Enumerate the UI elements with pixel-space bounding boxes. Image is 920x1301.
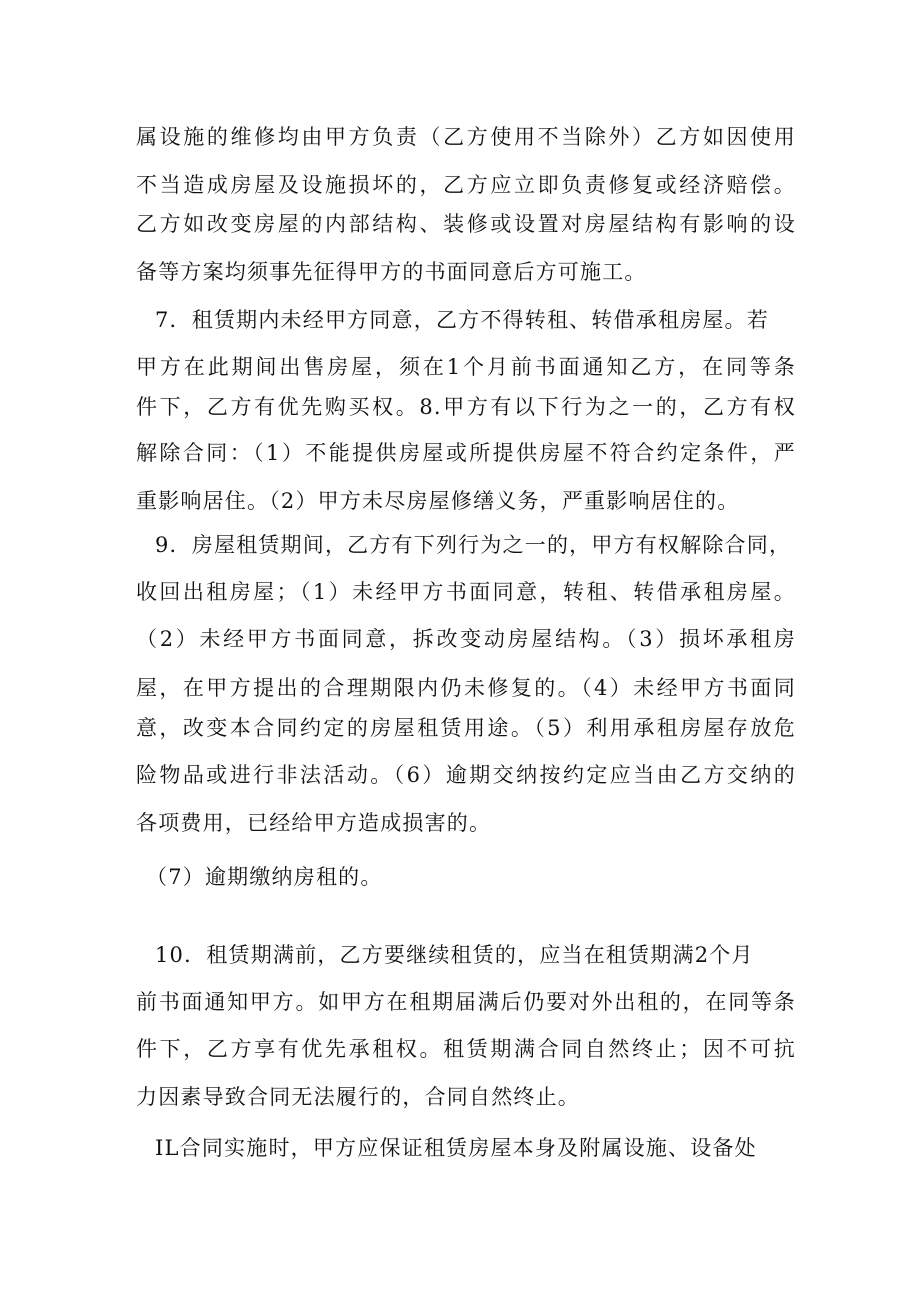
paragraph-line: 9．房屋租赁期间，乙方有下列行为之一的，甲方有权解除合同， bbox=[155, 533, 792, 557]
paragraph-line: 意，改变本合同约定的房屋租赁用途。（5）利用承租房屋存放危 bbox=[136, 716, 796, 740]
paragraph-line: 不当造成房屋及设施损坏的，乙方应立即负责修复或经济赔偿。 bbox=[136, 173, 796, 197]
paragraph-line: 件下，乙方有优先购买权。8.甲方有以下行为之一的，乙方有权 bbox=[136, 395, 796, 419]
paragraph-line: 前书面通知甲方。如甲方在租期届满后仍要对外出租的，在同等条 bbox=[136, 990, 796, 1014]
paragraph-line: IL合同实施时，甲方应保证租赁房屋本身及附属设施、设备处 bbox=[155, 1136, 757, 1160]
paragraph-line: 属设施的维修均由甲方负责（乙方使用不当除外）乙方如因使用 bbox=[136, 125, 796, 149]
paragraph-line: 10．租赁期满前，乙方要继续租赁的，应当在租赁期满2个月 bbox=[155, 943, 754, 967]
paragraph-line: 各项费用，已经给甲方造成损害的。 bbox=[136, 811, 492, 835]
paragraph-line: 乙方如改变房屋的内部结构、装修或设置对房屋结构有影响的设 bbox=[136, 212, 796, 236]
paragraph-line: 件下，乙方享有优先承租权。租赁期满合同自然终止；因不可抗 bbox=[136, 1037, 796, 1061]
paragraph-line: 7．租赁期内未经甲方同意，乙方不得转租、转借承租房屋。若 bbox=[155, 308, 769, 332]
paragraph-line: 重影响居住。（2）甲方未尽房屋修缮义务，严重影响居住的。 bbox=[136, 489, 740, 513]
paragraph-line: 屋，在甲方提出的合理期限内仍未修复的。（4）未经甲方书面同 bbox=[136, 676, 796, 700]
paragraph-line: （2）未经甲方书面同意，拆改变动房屋结构。（3）损坏承租房 bbox=[136, 627, 796, 651]
paragraph-line: 解除合同：（1）不能提供房屋或所提供房屋不符合约定条件，严 bbox=[136, 441, 796, 465]
paragraph-line: （7）逾期缴纳房租的。 bbox=[146, 865, 383, 889]
paragraph-line: 收回出租房屋；（1）未经甲方书面同意，转租、转借承租房屋。 bbox=[136, 580, 796, 604]
paragraph-line: 备等方案均须事先征得甲方的书面同意后方可施工。 bbox=[136, 260, 647, 284]
paragraph-line: 甲方在此期间出售房屋，须在1个月前书面通知乙方，在同等条 bbox=[136, 355, 796, 379]
paragraph-line: 险物品或进行非法活动。（6）逾期交纳按约定应当由乙方交纳的 bbox=[136, 763, 796, 787]
paragraph-line: 力因素导致合同无法履行的，合同自然终止。 bbox=[136, 1085, 580, 1109]
